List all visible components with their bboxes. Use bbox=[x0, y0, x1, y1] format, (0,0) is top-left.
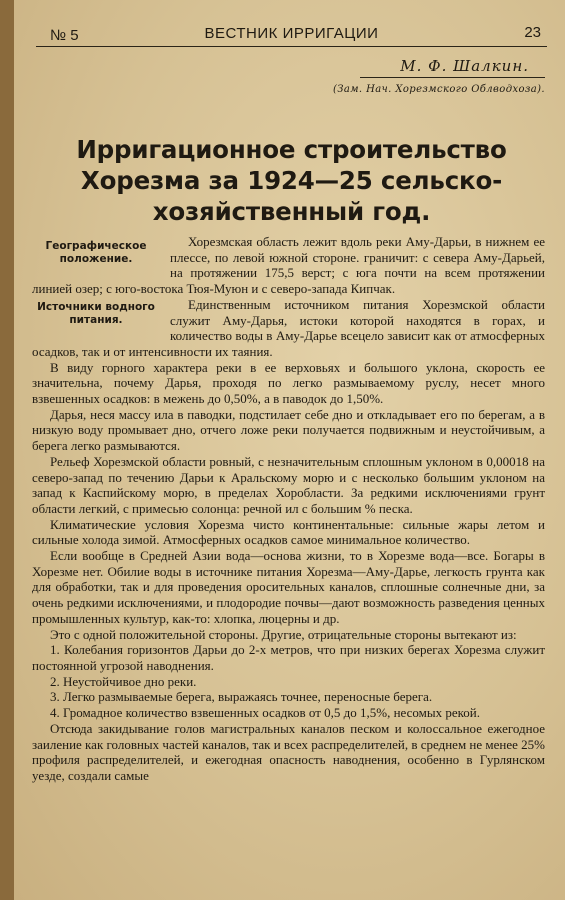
paragraph: Отсюда закидывание голов магистральных каналов песком и колоссальное ежегодное заиление как головных частей каналов, так и всех распределителей, в среднем не менее 25% профиля распределителей, и ежегодная опасность наводнения, особенно в Гурлянском уезде, создали самые bbox=[32, 720, 545, 783]
paragraph: Дарья, неся массу ила в паводки, подстилает себе дно и откладывает его по берегам, а в низкую воду промывает дно, отчего ложе реки получается подвижным и неустойчивым, а берега легко размываются. bbox=[32, 406, 545, 454]
author-block bbox=[314, 56, 545, 95]
paragraph: Если вообще в Средней Азии вода—основа жизни, то в Хорезме вода—все. Богары в Хорезме нет. Обилие воды в источнике питания Хорезма—Аму-Дарье, легкость грунта как для обработки, так и для проведения оросительных каналов, сплошные солнечные дни, за очень редкими исключениями, и плодородие почвы—дают возможность разведения ценных промышленных культур, как-то: хлопка, люцерны и др. bbox=[32, 548, 545, 626]
list-item: 3. Легко размываемые берега, выражаясь точнее, переносные берега. bbox=[50, 689, 433, 705]
paragraph: Рельеф Хорезмской области ровный, с незначительным сплошным уклоном в 0,00018 на северо-запад по течению Дарьи к Аральскому морю и с несколько большим уклоном на запад к Каспийскому морю, в пределах Хоробласти. За редкими исключениями грунт области легкий, с примесью солонца: речной ил с большим % песка. bbox=[32, 453, 545, 516]
page-number: 23 bbox=[524, 24, 541, 41]
running-header bbox=[36, 22, 547, 47]
paragraph: В виду горного характера реки в ее верховьях и большого уклона, скорость ее значительна, почему Дарья, проходя по легко размываемому руслу, несет много взвешенных осадков: в межень до 0,50%, а в паводок до 1,50%. bbox=[32, 359, 545, 407]
sidehead-geography: Географическое положение. bbox=[45, 240, 147, 265]
article-body bbox=[32, 234, 545, 784]
article-title: Ирригационное строительство Хорезма за 1924—25 сельско-хозяйственный год. bbox=[76, 135, 507, 226]
list-item: 2. Неустойчивое дно реки. bbox=[50, 673, 197, 689]
journal-title: ВЕСТНИК ИРРИГАЦИИ bbox=[204, 25, 379, 42]
paragraph: Хорезмская область лежит вдоль реки Аму-Дарьи, в нижнем ее плессе, по левой южной стороне. граничит: с севера Аму-Дарьей, на протяжении 175,5 верст; с юга почти на всем протяжении линией озер; с юго-востока Тюя-Муюн и с северо-запада Кипчак. bbox=[32, 234, 545, 297]
paragraph: Единственным источником питания Хорезмской области служит Аму-Дарья, истоки которой находятся в горах, и количество воды в Аму-Дарье всецело зависит как от атмосферных осадков, так и от интенсивности их таяния. bbox=[32, 296, 545, 359]
list-item: 1. Колебания горизонтов Дарьи до 2-х метров, что при низких берегах Хорезма служит постоянной угрозой наводнения. bbox=[32, 642, 545, 673]
paragraph: Это с одной положительной стороны. Другие, отрицательные стороны вытекают из: bbox=[50, 626, 517, 642]
author-name: М. Ф. Шалкин. bbox=[360, 57, 545, 78]
paragraph: Климатические условия Хорезма чисто континентальные: сильные жары летом и сильные холода зимой. Атмосферных осадков самое минимальное количество. bbox=[32, 516, 545, 548]
list-item: 4. Громадное количество взвешенных осадков от 0,5 до 1,5%, несомых рекой. bbox=[50, 705, 481, 721]
issue-number: № 5 bbox=[50, 27, 79, 44]
author-position: (Зам. Нач. Хорезмского Облводхоза). bbox=[332, 84, 545, 95]
journal-page bbox=[14, 0, 565, 900]
sidehead-water-sources: Источники водного питания. bbox=[37, 300, 155, 326]
